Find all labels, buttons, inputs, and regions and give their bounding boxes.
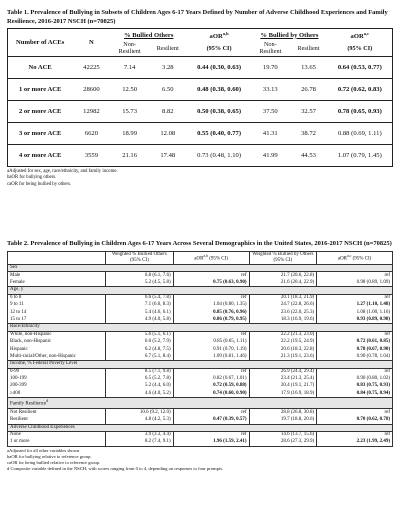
t2-cell-aor-bullied: ref bbox=[317, 294, 393, 302]
t2-cell-aor-bullied: 2.23 (1.99, 2.49) bbox=[317, 439, 393, 447]
t2-cell-aor-bullied: 0.83 (0.75, 0.93) bbox=[317, 383, 393, 390]
t1-cell-res-bullied: 44.53 bbox=[301, 151, 316, 159]
t2-col-label bbox=[8, 251, 106, 264]
t2-cell-pct-bullied: 21.6 (20.4, 22.9) bbox=[249, 279, 317, 287]
t2-cell-aor-bully: 0.85 (0.76, 0.96) bbox=[173, 309, 249, 316]
t1-cell-res-bullied: 26.78 bbox=[289, 78, 327, 100]
t2-cell-label: Hispanic bbox=[8, 346, 106, 353]
t2-cell-label: ≥400 bbox=[8, 390, 106, 398]
t2-row bbox=[8, 431, 393, 439]
t1-cell-n: 6620 bbox=[72, 122, 110, 144]
t2-cell-pct-bully: 8.2 (7.4, 9.1) bbox=[106, 439, 174, 447]
t1-cell-res-bully: 12.08 bbox=[149, 122, 187, 144]
t2-cell-pct-bully: 4.9 (4.0, 5.8) bbox=[106, 316, 174, 324]
t2-cell-aor-bully: 1.04 (0.80, 1.35) bbox=[173, 302, 249, 309]
t2-cell-aor-bullied: 0.70 (0.62, 0.78) bbox=[317, 416, 393, 424]
t1-cell-aor1: 0.44 (0.30, 0.63) bbox=[187, 56, 251, 78]
t2-cell-aor-bully: 1.09 (0.81, 1.46) bbox=[173, 353, 249, 361]
table2 bbox=[7, 251, 393, 448]
t2-cell-pct-bullied: 18.3 (16.9, 19.6) bbox=[249, 316, 317, 324]
t2-cell-pct-bullied: 22.2 (21.3, 23.0) bbox=[249, 331, 317, 339]
t2-cell-aor-bullied: 0.93 (0.89, 0.98) bbox=[317, 316, 393, 324]
t1-cell-aor1: 0.50 (0.38, 0.65) bbox=[187, 100, 251, 122]
t2-cell-aor-bullied: 1.27 (1.10, 1.48) bbox=[317, 302, 393, 309]
t2-cell-label: Resilient bbox=[8, 416, 106, 424]
t2-row bbox=[8, 346, 393, 353]
t1-note-b: baOR for bullying others. bbox=[7, 175, 57, 181]
t2-note-a: aAdjusted for all other variables shown. bbox=[7, 448, 81, 454]
t2-row bbox=[8, 376, 393, 383]
t1-cell-nonres-bully: 7.14 bbox=[111, 56, 149, 78]
t2-cell-label: Not Resilient bbox=[8, 409, 106, 417]
t2-cell-pct-bullied: 21.3 (19.1, 23.6) bbox=[249, 353, 317, 361]
t2-cell-pct-bullied: 14.6 (13.7, 15.6) bbox=[249, 431, 317, 439]
t1-cell-aor2: 0.64 (0.53, 0.77) bbox=[328, 56, 393, 78]
t2-cell-aor-bully: 0.85 (0.65, 1.11) bbox=[173, 339, 249, 346]
t1-cell-aor1: 0.73 (0.48, 1.10) bbox=[197, 151, 242, 159]
table2-notes bbox=[7, 448, 393, 471]
t2-cell-aor-bully: ref bbox=[173, 294, 249, 302]
t2-section-title: Race/Ethnicity bbox=[8, 324, 393, 331]
t2-row bbox=[8, 409, 393, 417]
table2-section bbox=[7, 240, 393, 471]
t2-row bbox=[8, 439, 393, 447]
t1-group-bullied-by-others: % Bullied by Others bbox=[260, 31, 319, 39]
t2-cell-label: Multi-racial/Other, non-Hispanic bbox=[8, 353, 106, 361]
t2-note-d: d Composite variable defined in the NSCH, with scores ranging from 0 to 4, depending on responses to four prompts. bbox=[7, 465, 224, 471]
t2-section-header bbox=[8, 287, 393, 294]
t2-section-title: Adverse Childhood Experiences bbox=[8, 424, 393, 431]
t1-row bbox=[8, 100, 393, 122]
t1-cell-res-bully: 17.48 bbox=[160, 151, 176, 159]
t2-row bbox=[8, 331, 393, 339]
t2-cell-aor-bullied: 0.90 (0.78, 1.04) bbox=[317, 353, 393, 361]
t1-cell-aces: 4 or more ACE bbox=[18, 151, 62, 159]
t2-cell-label: 15 to 17 bbox=[8, 316, 106, 324]
t1-subhead-nonres2: Non-Resilient bbox=[251, 41, 289, 57]
t2-cell-label: 1 or more bbox=[8, 439, 106, 447]
t2-cell-pct-bullied: 28.6 (27.3, 29.9) bbox=[249, 439, 317, 447]
t2-section-title: Family Resilience$^d$ bbox=[8, 398, 393, 409]
t1-cell-aor1: 0.55 (0.40, 0.77) bbox=[187, 122, 251, 144]
t2-cell-pct-bullied: 22.2 (19.5, 24.9) bbox=[249, 339, 317, 346]
t1-cell-n: 3559 bbox=[84, 151, 99, 159]
t2-cell-aor-bullied: ref bbox=[317, 368, 393, 376]
t1-cell-nonres-bullied: 37.50 bbox=[251, 100, 289, 122]
t2-cell-label: 0-99 bbox=[8, 368, 106, 376]
table1-section bbox=[7, 9, 393, 188]
t2-col-pct1: Weighted % Bullied Others (95% CI) bbox=[106, 251, 174, 264]
t1-cell-aor2: 1.07 (0.79, 1.45) bbox=[337, 151, 382, 159]
t2-col-aor1: aOR$^{a,b}$ (95% CI) bbox=[173, 251, 249, 264]
t2-section-title: Income, % Federal Poverty Level bbox=[8, 361, 393, 368]
t2-cell-pct-bullied: 28.8 (26.8, 30.8) bbox=[249, 409, 317, 417]
t1-cell-nonres-bully: 18.99 bbox=[111, 122, 149, 144]
table2-title: Table 2. Prevalence of Bullying in Children Ages 6-17 Years Across Several Demographics in the United States, 2016-2017 NSCH (n=70825) bbox=[7, 240, 392, 247]
t1-cell-nonres-bullied: 41.31 bbox=[251, 122, 289, 144]
t1-cell-res-bullied: 32.57 bbox=[289, 100, 327, 122]
t1-subhead-ci2: (95% CI) bbox=[328, 41, 393, 57]
t2-row bbox=[8, 390, 393, 398]
t2-cell-aor-bullied: 0.78 (0.67, 0.90) bbox=[317, 346, 393, 353]
t1-col-aor2: aOR$^{a,c}$ bbox=[350, 31, 370, 41]
t2-row bbox=[8, 383, 393, 390]
t2-cell-pct-bullied: 19.7 (18.8, 20.6) bbox=[249, 416, 317, 424]
t1-cell-aor2: 0.78 (0.65, 0.93) bbox=[328, 100, 393, 122]
t2-cell-aor-bully: 1.96 (1.59, 2.41) bbox=[173, 439, 249, 447]
t2-cell-pct-bully: 5.2 (4.5, 5.8) bbox=[106, 279, 174, 287]
t1-cell-aor2: 0.72 (0.62, 0.83) bbox=[328, 78, 393, 100]
t1-col-aor1: aOR$^{a,b}$ bbox=[209, 31, 229, 41]
t1-cell-aces: No ACE bbox=[8, 56, 73, 78]
t2-cell-aor-bully: 0.72 (0.59, 0.88) bbox=[173, 383, 249, 390]
t2-note-c: caOR for being bullied relative to reference group. bbox=[7, 459, 101, 465]
t1-col-n: N bbox=[72, 29, 110, 57]
t2-col-aor2: aOR$^{a,c}$ (95% CI) bbox=[317, 251, 393, 264]
t2-cell-pct-bully: 6.6 (5.4, 7.8) bbox=[106, 294, 174, 302]
t2-cell-pct-bully: 5.6 (5.1, 6.1) bbox=[106, 331, 174, 339]
t1-cell-nonres-bully: 15.73 bbox=[111, 100, 149, 122]
t2-cell-pct-bullied: 20.1 (18.3, 21.9) bbox=[249, 294, 317, 302]
t2-cell-pct-bully: 6.8 (6.1, 7.6) bbox=[106, 272, 174, 280]
t2-cell-aor-bully: 0.82 (0.67, 1.01) bbox=[173, 376, 249, 383]
t2-section-header bbox=[8, 361, 393, 368]
t1-cell-n: 12982 bbox=[72, 100, 110, 122]
t2-row bbox=[8, 316, 393, 324]
t1-subhead-nonres1: Non-Resilient bbox=[111, 41, 149, 57]
t2-cell-aor-bully: ref bbox=[173, 368, 249, 376]
t2-cell-pct-bully: 7.1 (6.0, 8.3) bbox=[106, 302, 174, 309]
t2-col-pct2: Weighted % Bullied by Others (95% CI) bbox=[249, 251, 317, 264]
t2-cell-aor-bully: 0.75 (0.63, 0.90) bbox=[173, 279, 249, 287]
t2-row bbox=[8, 272, 393, 280]
t2-cell-aor-bully: ref bbox=[173, 331, 249, 339]
t2-cell-pct-bullied: 20.6 (18.3, 22.8) bbox=[249, 346, 317, 353]
t2-cell-aor-bullied: 0.84 (0.75, 0.94) bbox=[317, 390, 393, 398]
t1-cell-nonres-bullied: 41.99 bbox=[262, 151, 278, 159]
t2-cell-aor-bully: ref bbox=[173, 409, 249, 417]
t1-cell-aor2: 0.88 (0.69, 1.11) bbox=[328, 122, 393, 144]
t2-section-header bbox=[8, 424, 393, 431]
t2-cell-pct-bully: 3.9 (3.3, 4.4) bbox=[106, 431, 174, 439]
t2-section-title: Sex bbox=[8, 264, 393, 271]
t2-cell-pct-bullied: 23.6 (22.0, 25.3) bbox=[249, 309, 317, 316]
t2-cell-pct-bully: 8.5 (7.1, 9.8) bbox=[106, 368, 174, 376]
t2-cell-label: 12 to 14 bbox=[8, 309, 106, 316]
t2-section-header bbox=[8, 324, 393, 331]
t1-group-bullied-others: % Bullied Others bbox=[123, 31, 174, 39]
t2-cell-label: None bbox=[8, 431, 106, 439]
t2-section-header bbox=[8, 398, 393, 409]
t1-cell-res-bully: 6.50 bbox=[149, 78, 187, 100]
t2-cell-pct-bully: 6.7 (5.1, 8.4) bbox=[106, 353, 174, 361]
table1-title: Table 1. Prevalence of Bullying in Subsets of Children Ages 6-17 Years Defined by Number of Adverse Childhood Experiences and Family Resilience, 2016-2017 NSCH (n=70825) bbox=[7, 9, 388, 25]
t1-cell-aces: 3 or more ACE bbox=[8, 122, 73, 144]
t2-cell-pct-bullied: 26.9 (24.4, 29.4) bbox=[249, 368, 317, 376]
t2-cell-aor-bullied: 0.90 (0.80, 1.02) bbox=[317, 376, 393, 383]
t2-cell-pct-bully: 4.8 (4.2, 5.3) bbox=[106, 416, 174, 424]
t1-cell-aces: 2 or more ACE bbox=[8, 100, 73, 122]
t2-cell-label: Black, non-Hispanic bbox=[8, 339, 106, 346]
t2-cell-aor-bullied: 0.72 (0.61, 0.85) bbox=[317, 339, 393, 346]
t2-cell-aor-bully: ref bbox=[173, 431, 249, 439]
t1-cell-nonres-bully: 21.16 bbox=[122, 151, 138, 159]
t2-row bbox=[8, 416, 393, 424]
t2-cell-aor-bully: 0.86 (0.79, 0.95) bbox=[173, 316, 249, 324]
t1-note-c: caOR for being bullied by others. bbox=[7, 181, 72, 187]
t2-cell-pct-bully: 6.2 (4.8, 7.5) bbox=[106, 346, 174, 353]
t2-row bbox=[8, 279, 393, 287]
t2-cell-aor-bully: 0.74 (0.60, 0.90) bbox=[173, 390, 249, 398]
t2-row bbox=[8, 339, 393, 346]
t1-cell-n: 42225 bbox=[72, 56, 110, 78]
t1-row bbox=[8, 56, 393, 78]
t2-cell-pct-bully: 5.4 (4.6, 6.1) bbox=[106, 309, 174, 316]
t2-cell-pct-bullied: 17.9 (16.9, 18.9) bbox=[249, 390, 317, 398]
t2-note-b: baOR for bullying relative to reference group. bbox=[7, 453, 92, 459]
t1-subhead-res2: Resilient bbox=[289, 41, 327, 57]
t1-subhead-res1: Resilient bbox=[149, 41, 187, 57]
t2-cell-aor-bully: 0.47 (0.39, 0.57) bbox=[173, 416, 249, 424]
t2-cell-aor-bully: 0.91 (0.70, 1.19) bbox=[173, 346, 249, 353]
t2-cell-label: 200-399 bbox=[8, 383, 106, 390]
t2-cell-label: 9 to 11 bbox=[8, 302, 106, 309]
table1 bbox=[7, 28, 393, 167]
t1-note-a: aAdjusted for sex, age, race/ethnicity, and family income. bbox=[7, 168, 118, 174]
t2-cell-aor-bullied: ref bbox=[317, 331, 393, 339]
t2-cell-pct-bully: 6.6 (5.2, 7.9) bbox=[106, 339, 174, 346]
t2-cell-pct-bully: 6.5 (5.2, 7.8) bbox=[106, 376, 174, 383]
t2-row bbox=[8, 309, 393, 316]
t2-section-header bbox=[8, 264, 393, 271]
t2-cell-aor-bullied: ref bbox=[317, 431, 393, 439]
t2-row bbox=[8, 302, 393, 309]
t2-cell-pct-bullied: 23.4 (21.3, 25.4) bbox=[249, 376, 317, 383]
t2-cell-label: Female bbox=[8, 279, 106, 287]
t1-cell-res-bully: 8.82 bbox=[149, 100, 187, 122]
t2-row bbox=[8, 353, 393, 361]
t1-cell-n: 28600 bbox=[72, 78, 110, 100]
t2-cell-pct-bullied: 24.7 (22.8, 26.6) bbox=[249, 302, 317, 309]
t1-row bbox=[8, 78, 393, 100]
t1-cell-nonres-bully: 12.50 bbox=[111, 78, 149, 100]
t2-cell-label: 100-199 bbox=[8, 376, 106, 383]
t1-cell-nonres-bullied: 19.70 bbox=[251, 56, 289, 78]
t2-cell-pct-bullied: 21.7 (20.6, 22.8) bbox=[249, 272, 317, 280]
t1-cell-res-bully: 3.28 bbox=[149, 56, 187, 78]
t2-cell-pct-bully: 4.6 (4.0, 5.2) bbox=[106, 390, 174, 398]
t2-cell-aor-bully: ref bbox=[173, 272, 249, 280]
t2-section-title: Age, y bbox=[8, 287, 393, 294]
t2-cell-pct-bullied: 20.4 (19.1, 21.7) bbox=[249, 383, 317, 390]
t2-cell-aor-bullied: ref bbox=[317, 409, 393, 417]
t2-cell-aor-bullied: ref bbox=[317, 272, 393, 280]
table1-notes bbox=[7, 169, 393, 188]
t1-col-aces: Number of ACEs bbox=[8, 29, 73, 57]
t1-cell-nonres-bullied: 33.13 bbox=[251, 78, 289, 100]
t2-row bbox=[8, 368, 393, 376]
t1-subhead-ci1: (95% CI) bbox=[187, 41, 251, 57]
t2-cell-aor-bullied: 1.08 (1.00, 1.16) bbox=[317, 309, 393, 316]
t1-cell-res-bullied: 13.65 bbox=[289, 56, 327, 78]
t1-row bbox=[8, 144, 393, 166]
t2-cell-pct-bully: 10.6 (9.2, 12.0) bbox=[106, 409, 174, 417]
t2-cell-aor-bullied: 0.98 (0.89, 1.09) bbox=[317, 279, 393, 287]
t2-cell-label: Male bbox=[8, 272, 106, 280]
t2-cell-label: 6 to 8 bbox=[8, 294, 106, 302]
t1-row bbox=[8, 122, 393, 144]
t2-cell-label: White, non-Hispanic bbox=[8, 331, 106, 339]
t2-cell-pct-bully: 5.2 (4.4, 6.0) bbox=[106, 383, 174, 390]
t2-row bbox=[8, 294, 393, 302]
t1-cell-res-bullied: 38.72 bbox=[289, 122, 327, 144]
t1-cell-aor1: 0.48 (0.38, 0.60) bbox=[187, 78, 251, 100]
t1-cell-aces: 1 or more ACE bbox=[8, 78, 73, 100]
